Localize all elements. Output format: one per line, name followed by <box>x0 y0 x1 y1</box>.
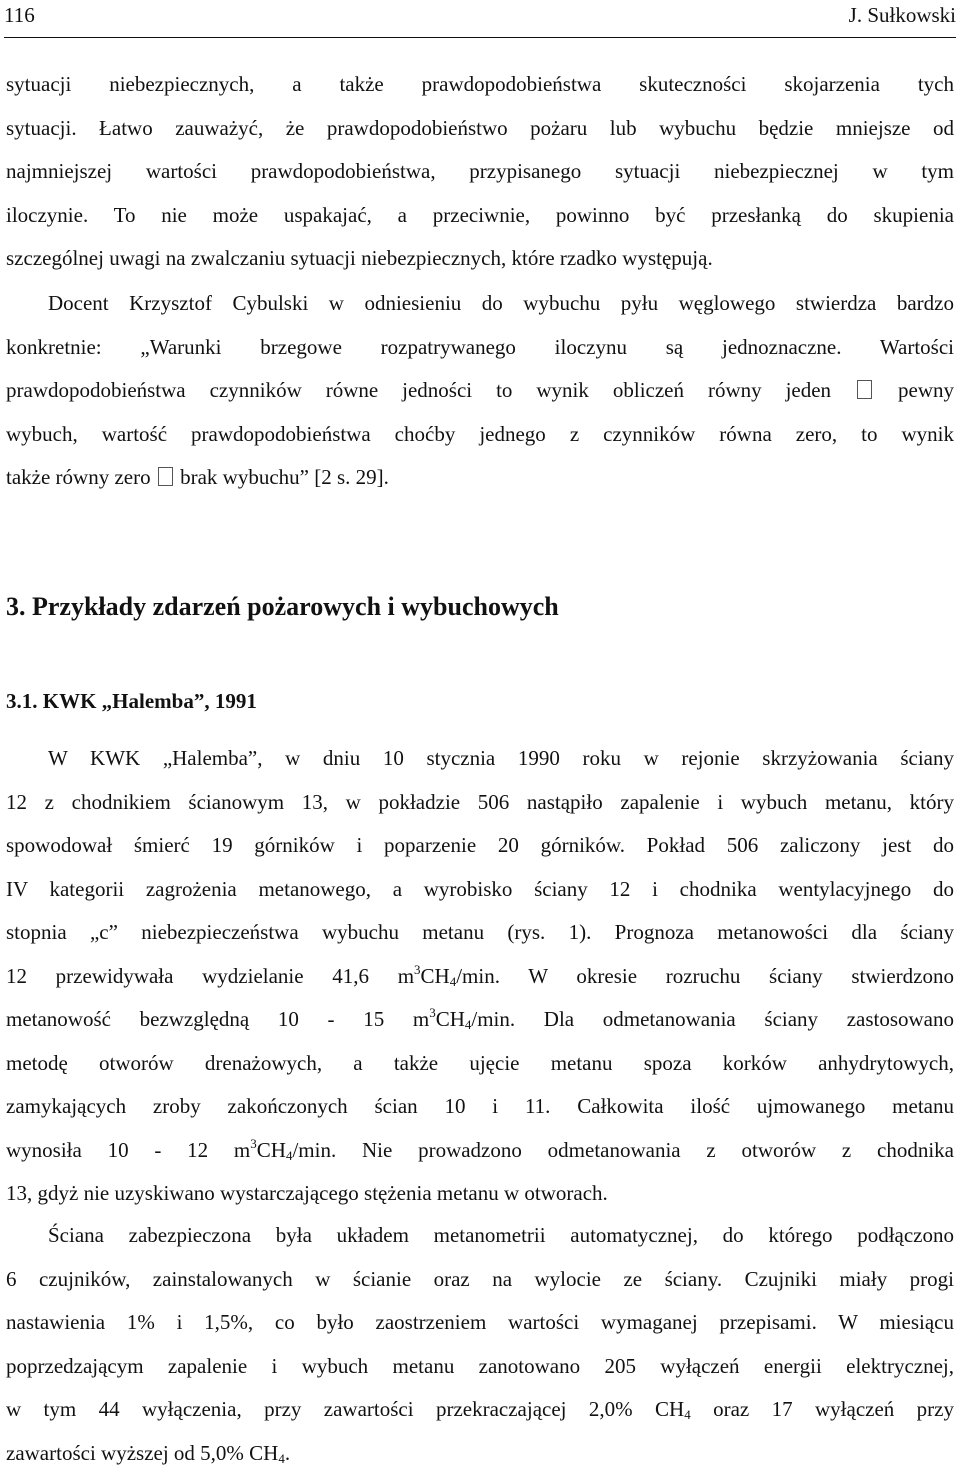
paragraph-line: szczególnej uwagi na zwalczaniu sytuacji niebezpiecznych, które rzadko występują. <box>6 237 954 281</box>
paragraph-line <box>6 998 954 1042</box>
page-number: 116 <box>4 0 35 30</box>
text-fragment: oraz 17 wyłączeń przy <box>691 1397 954 1421</box>
paragraph-line: Ściana zabezpieczona była układem metanometrii automatycznej, do którego podłączono <box>6 1214 954 1258</box>
paragraph-line: 13, gdyż nie uzyskiwano wystarczającego stężenia metanu w otworach. <box>6 1172 954 1216</box>
paragraph-4 <box>6 1214 954 1475</box>
paragraph-line <box>6 1388 954 1432</box>
paragraph-line: IV kategorii zagrożenia metanowego, a wyrobisko ściany 12 i chodnika wentylacyjnego do <box>6 868 954 912</box>
text-fragment: CH <box>257 1138 286 1162</box>
text-fragment: wynosiła 10 - 12 m <box>6 1138 250 1162</box>
text-fragment: także równy zero <box>6 465 151 489</box>
section-heading: 3. Przykłady zdarzeń pożarowych i wybuchowych <box>6 592 559 622</box>
superscript: 3 <box>414 962 421 977</box>
missing-glyph-icon <box>857 380 872 399</box>
text-fragment: 12 przewidywała wydzielanie 41,6 m <box>6 964 414 988</box>
text-fragment: /min. Nie prowadzono odmetanowania z otworów z chodnika <box>292 1138 954 1162</box>
paragraph-line: sytuacji. Łatwo zauważyć, że prawdopodobieństwo pożaru lub wybuchu będzie mniejsze od <box>6 107 954 151</box>
subscript: 4 <box>286 1148 293 1163</box>
subscript: 4 <box>465 1017 472 1032</box>
text-fragment: /min. Dla odmetanowania ściany zastosowano <box>471 1007 954 1031</box>
paragraph-line <box>6 1432 954 1475</box>
text-fragment: metanowość bezwzględną 10 - 15 m <box>6 1007 429 1031</box>
paragraph-line: 12 z chodnikiem ścianowym 13, w pokładzie 506 nastąpiło zapalenie i wybuch metanu, który <box>6 781 954 825</box>
text-fragment: . <box>285 1441 290 1465</box>
text-fragment: zawartości wyższej od 5,0% CH <box>6 1441 278 1465</box>
paragraph-line: iloczynie. To nie może uspakajać, a przeciwnie, powinno być przesłanką do skupienia <box>6 194 954 238</box>
paragraph-line: najmniejszej wartości prawdopodobieństwa, przypisanego sytuacji niebezpiecznej w tym <box>6 150 954 194</box>
paragraph-line <box>6 955 954 999</box>
paragraph-line: 6 czujników, zainstalowanych w ścianie oraz na wylocie ze ściany. Czujniki miały progi <box>6 1258 954 1302</box>
paragraph-line: Docent Krzysztof Cybulski w odniesieniu do wybuchu pyłu węglowego stwierdza bardzo <box>6 282 954 326</box>
text-fragment: brak wybuchu” [2 s. 29]. <box>180 465 389 489</box>
paragraph-line: stopnia „c” niebezpieczeństwa wybuchu metanu (rys. 1). Prognoza metanowości dla ściany <box>6 911 954 955</box>
subscript: 4 <box>450 974 457 989</box>
superscript: 3 <box>429 1005 436 1020</box>
running-title: J. Sułkowski <box>849 0 956 30</box>
paragraph-line: wybuch, wartość prawdopodobieństwa choćby jednego z czynników równa zero, to wynik <box>6 413 954 457</box>
page-header <box>4 0 956 30</box>
text-fragment: w tym 44 wyłączenia, przy zawartości przekraczającej 2,0% CH <box>6 1397 684 1421</box>
text-fragment: CH <box>421 964 450 988</box>
paragraph-line: nastawienia 1% i 1,5%, co było zaostrzeniem wartości wymaganej przepisami. W miesiącu <box>6 1301 954 1345</box>
paragraph-line: metodę otworów drenażowych, a także ujęcie metanu spoza korków anhydrytowych, <box>6 1042 954 1086</box>
paragraph-line: zamykających zroby zakończonych ścian 10 i 11. Całkowita ilość ujmowanego metanu <box>6 1085 954 1129</box>
paragraph-line: konkretnie: „Warunki brzegowe rozpatrywanego iloczynu są jednoznaczne. Wartości <box>6 326 954 370</box>
subsection-heading: 3.1. KWK „Halemba”, 1991 <box>6 689 257 714</box>
paragraph-line: sytuacji niebezpiecznych, a także prawdopodobieństwa skuteczności skojarzenia tych <box>6 63 954 107</box>
text-fragment: CH <box>436 1007 465 1031</box>
paragraph-1 <box>6 63 954 281</box>
paragraph-line <box>6 456 954 500</box>
paragraph-line: poprzedzającym zapalenie i wybuch metanu zanotowano 205 wyłączeń energii elektrycznej, <box>6 1345 954 1389</box>
paragraph-line: spowodował śmierć 19 górników i poparzenie 20 górników. Pokład 506 zaliczony jest do <box>6 824 954 868</box>
header-rule <box>4 37 956 38</box>
subscript: 4 <box>278 1451 285 1466</box>
paragraph-2 <box>6 282 954 500</box>
text-fragment: /min. W okresie rozruchu ściany stwierdzono <box>456 964 954 988</box>
paragraph-3 <box>6 737 954 1216</box>
text-fragment: pewny <box>898 378 954 402</box>
paragraph-line <box>6 369 954 413</box>
superscript: 3 <box>250 1136 257 1151</box>
text-fragment: prawdopodobieństwa czynników równe jedności to wynik obliczeń równy jeden <box>6 378 831 402</box>
subscript: 4 <box>684 1407 691 1422</box>
paragraph-line: W KWK „Halemba”, w dniu 10 stycznia 1990 roku w rejonie skrzyżowania ściany <box>6 737 954 781</box>
paragraph-line <box>6 1129 954 1173</box>
missing-glyph-icon <box>158 467 173 486</box>
